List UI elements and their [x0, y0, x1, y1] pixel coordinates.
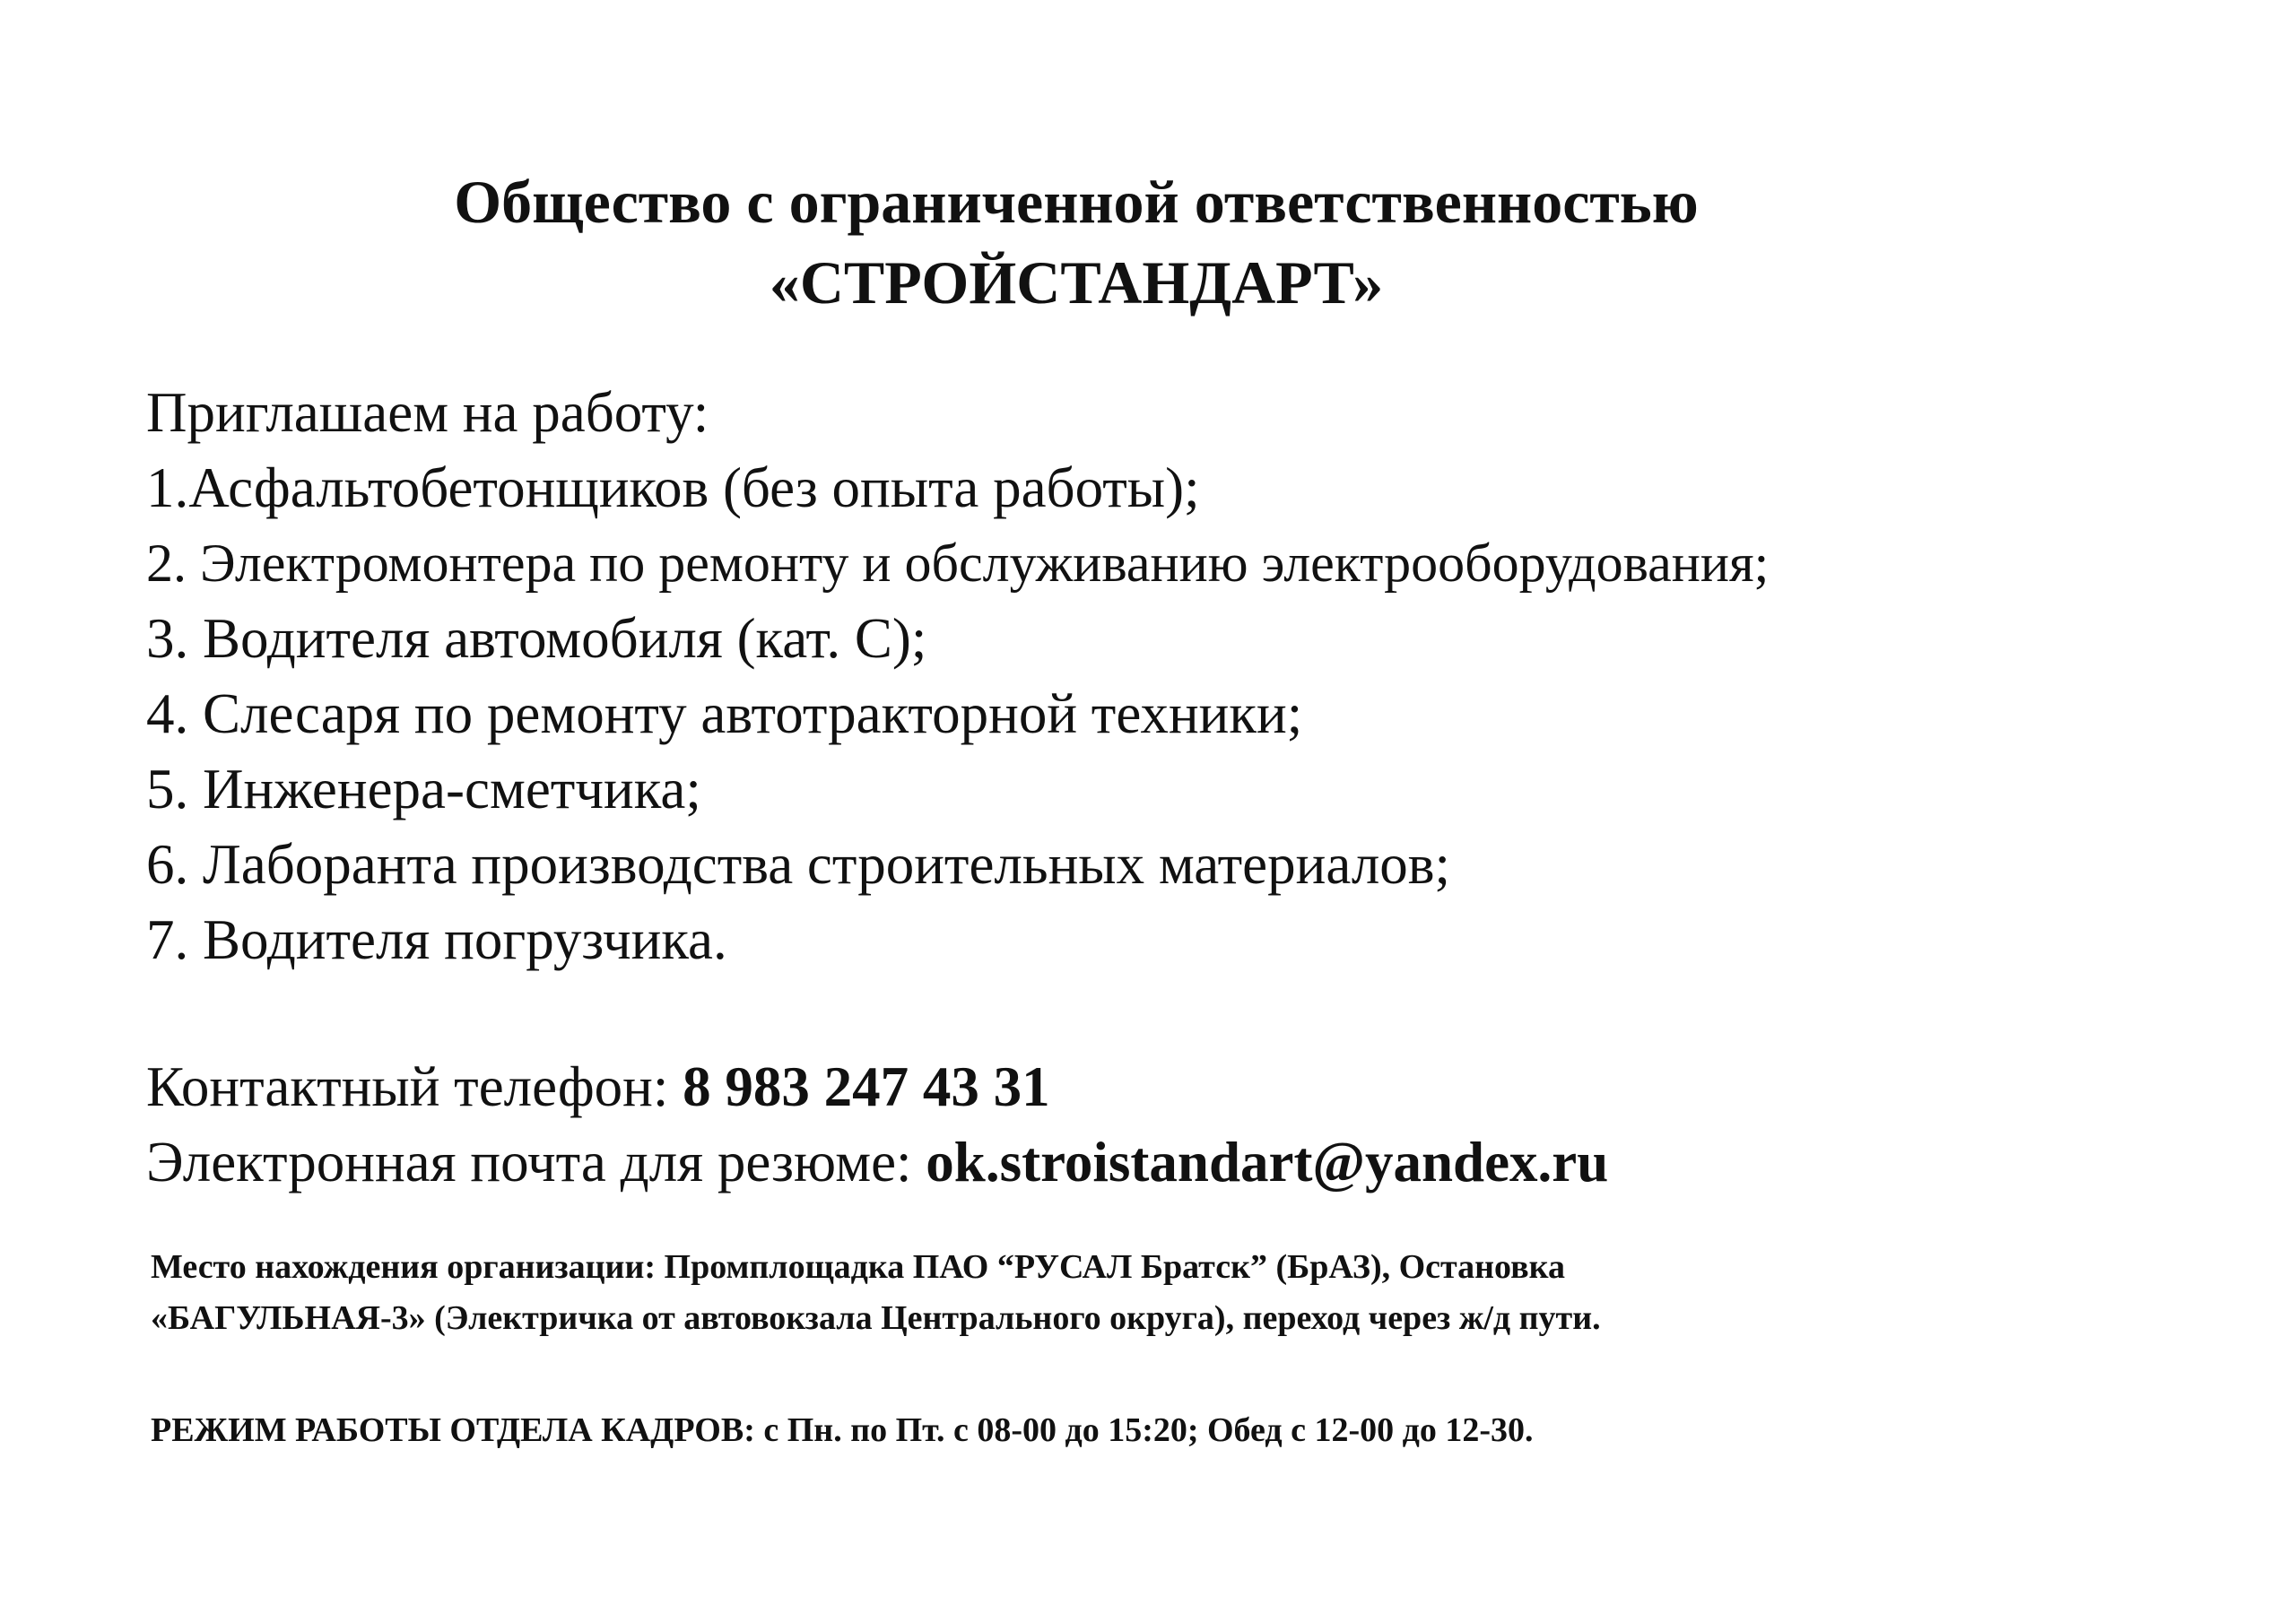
email-address: ok.stroistandart@yandex.ru: [926, 1131, 1609, 1193]
vacancy-intro: Приглашаем на работу:: [146, 381, 709, 444]
email-line: [146, 1124, 2209, 1200]
email-label: Электронная почта для резюме:: [146, 1131, 926, 1193]
vacancy-item: 3. Водителя автомобиля (кат. С);: [146, 607, 927, 670]
vacancy-list: [146, 375, 2209, 977]
vacancy-item: 4. Слесаря по ремонту автотракторной техники;: [146, 682, 1303, 745]
company-type-title: Общество с ограниченной ответственностью: [454, 168, 1699, 236]
vacancy-item: 2. Электромонтера по ремонту и обслуживанию электрооборудования;: [146, 534, 1770, 593]
location-line: «БАГУЛЬНАЯ-3» (Электричка от автовокзала Центрального округа), переход через ж/д пути.: [151, 1299, 1601, 1337]
vacancy-item: 5. Инженера-сметчика;: [146, 758, 701, 820]
vacancy-item: 7. Водителя погрузчика.: [146, 908, 727, 971]
hr-working-hours: РЕЖИМ РАБОТЫ ОТДЕЛА КАДРОВ: с Пн. по Пт. с 08-00 до 15:20; Обед с 12-00 до 12-30.: [151, 1411, 1534, 1449]
company-name-title: «СТРОЙСТАНДАРТ»: [769, 248, 1384, 317]
location-line: Место нахождения организации: Промплощадка ПАО “РУСАЛ Братск” (БрАЗ), Остановка: [151, 1248, 1565, 1286]
phone-label: Контактный телефон:: [146, 1055, 683, 1118]
phone-line: [146, 1049, 2209, 1124]
location-note: [151, 1242, 2213, 1344]
vacancy-item: 6. Лаборанта производства строительных материалов;: [146, 833, 1451, 896]
contact-block: [146, 1049, 2209, 1200]
vacancy-item: 1.Асфальтобетонщиков (без опыта работы);: [146, 456, 1200, 519]
phone-number: 8 983 247 43 31: [683, 1055, 1050, 1118]
company-header: [0, 161, 2152, 323]
